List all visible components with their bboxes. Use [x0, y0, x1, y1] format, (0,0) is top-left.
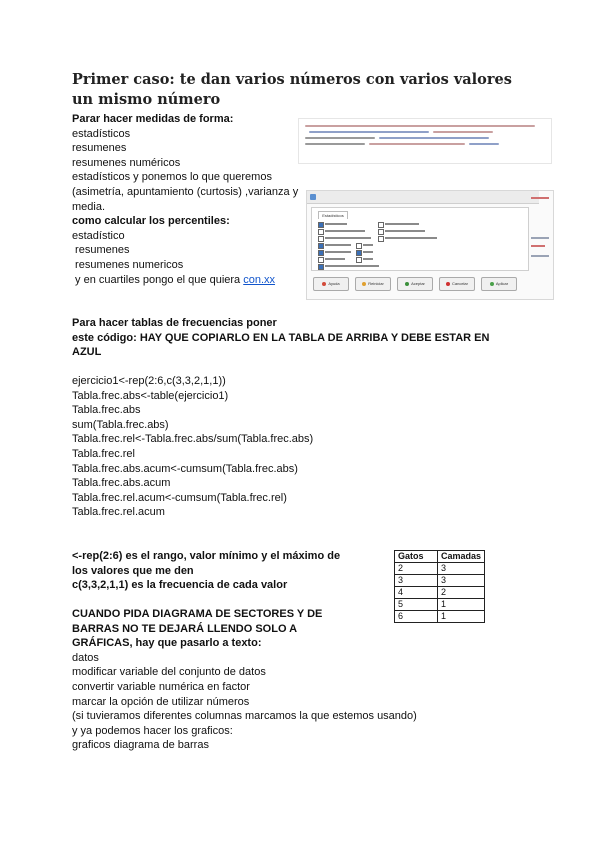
reiniciar-button[interactable] [355, 277, 391, 291]
table-row [395, 587, 485, 599]
aceptar-button[interactable] [397, 277, 433, 291]
dialog-screenshot [306, 190, 554, 300]
explicacion-line: los valores que me den [72, 564, 194, 577]
cancelar-button[interactable] [439, 277, 475, 291]
code-line: Tabla.frec.rel.acum [72, 506, 165, 519]
code-line: Tabla.frec.abs.acum [72, 477, 171, 490]
graficos-heading: BARRAS NO TE DEJARÁ LLENDO SOLO A [72, 622, 298, 635]
ayuda-label: Ayuda [328, 281, 340, 286]
page-title: Primer caso: te dan varios números con varios valores un mismo número [72, 71, 512, 108]
code-line: Tabla.frec.rel.acum<-cumsum(Tabla.frec.rel) [72, 491, 287, 504]
graficos-line: graficos diagrama de barras [72, 739, 209, 752]
graficos-line: marcar la opción de utilizar números [72, 695, 250, 708]
percentiles-heading: como calcular los percentiles: [72, 215, 230, 228]
column-header: Gatos [395, 551, 438, 563]
forma-heading: Parar hacer medidas de forma: [72, 113, 234, 125]
code-line: Tabla.frec.abs<-table(ejercicio1) [72, 389, 229, 402]
cancelar-label: Cancelar [451, 281, 468, 286]
frecuencias-heading: AZUL [72, 346, 102, 359]
explicacion-line: c(3,3,2,1,1) es la frecuencia de cada valor [72, 579, 288, 592]
code-line: sum(Tabla.frec.abs) [72, 418, 169, 431]
table-cell: 2 [438, 587, 485, 599]
frecuencias-section [72, 316, 522, 360]
table-cell: 4 [395, 587, 438, 599]
forma-line: estadísticos y ponemos lo que queremos [72, 171, 272, 184]
frecuencias-heading: Para hacer tablas de frecuencias poner [72, 317, 277, 329]
forma-line: estadísticos [72, 127, 131, 140]
percentiles-line: resumenes numericos [72, 258, 184, 271]
tab-estadisticos[interactable]: Estadísticos [318, 211, 348, 219]
code-line: Tabla.frec.rel [72, 447, 135, 460]
reset-icon [362, 282, 366, 286]
table-cell: 6 [395, 611, 438, 623]
aceptar-label: Aceptar [411, 281, 425, 286]
graficos-line: datos [72, 651, 99, 664]
table-row [395, 563, 485, 575]
column-header: Camadas [438, 551, 485, 563]
forma-line: resumenes [72, 142, 127, 155]
dialog-titlebar [307, 191, 539, 204]
check-icon [405, 282, 409, 286]
reiniciar-label: Reiniciar [368, 281, 384, 286]
apply-icon [490, 282, 494, 286]
percentiles-last-text: y en cuartiles pongo el que quiera [72, 273, 244, 286]
aplicar-button[interactable] [481, 277, 517, 291]
graficos-section [72, 607, 472, 753]
explicacion-section [72, 549, 372, 593]
graficos-line: y ya podemos hacer los graficos: [72, 724, 233, 737]
table-cell: 5 [395, 599, 438, 611]
frecuencias-heading: este código: HAY QUE COPIARLO EN LA TABLA DE ARRIBA Y DEBE ESTAR EN [72, 331, 490, 344]
percentiles-line: estadístico [72, 229, 125, 242]
graficos-line: convertir variable numérica en factor [72, 680, 250, 693]
forma-section [72, 112, 304, 287]
table-row [395, 575, 485, 587]
ayuda-button[interactable] [313, 277, 349, 291]
forma-line: media. [72, 200, 106, 213]
aplicar-label: Aplicar [495, 281, 509, 286]
table-cell: 1 [438, 611, 485, 623]
code-line: ejercicio1<-rep(2:6,c(3,3,2,1,1)) [72, 375, 226, 387]
con-xx-link[interactable]: con.xx [243, 273, 276, 286]
forma-line: (asimetría, apuntamiento (curtosis) ,varianza y [72, 185, 299, 198]
table-header-row [395, 551, 485, 563]
forma-line: resumenes numéricos [72, 156, 181, 169]
graficos-line: modificar variable del conjunto de datos [72, 666, 266, 679]
graficos-heading: CUANDO PIDA DIAGRAMA DE SECTORES Y DE [72, 608, 323, 620]
table-cell: 3 [438, 575, 485, 587]
table-cell: 1 [438, 599, 485, 611]
code-block [72, 374, 372, 520]
app-icon [310, 194, 316, 200]
table-cell: 3 [395, 575, 438, 587]
table-cell: 3 [438, 563, 485, 575]
code-line: Tabla.frec.rel<-Tabla.frec.abs/sum(Tabla.frec.abs) [72, 433, 314, 446]
close-icon [446, 282, 450, 286]
table-cell: 2 [395, 563, 438, 575]
graficos-line: (si tuvieramos diferentes columnas marcamos la que estemos usando) [72, 710, 417, 723]
graficos-heading: GRÁFICAS, hay que pasarlo a texto: [72, 637, 262, 650]
explicacion-line: <-rep(2:6) es el rango, valor mínimo y el máximo de [72, 550, 341, 562]
percentiles-last-line [72, 273, 304, 288]
dialog-panel [311, 207, 529, 271]
code-line: Tabla.frec.abs [72, 404, 141, 417]
help-icon [322, 282, 326, 286]
percentiles-line: resumenes [72, 244, 130, 257]
code-screenshot [298, 118, 552, 164]
code-line: Tabla.frec.abs.acum<-cumsum(Tabla.frec.abs) [72, 462, 298, 475]
